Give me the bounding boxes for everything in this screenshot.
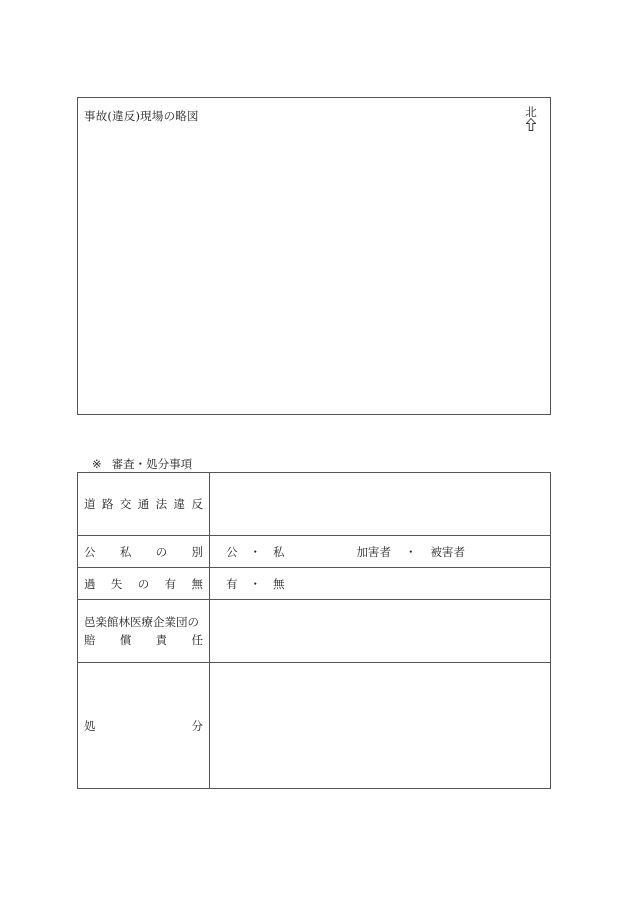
label-char: 別 xyxy=(191,544,203,559)
label-char: 分 xyxy=(191,718,203,733)
label-char: 償 xyxy=(119,633,132,647)
label-char: 処 xyxy=(84,718,96,733)
label-char: 過 xyxy=(84,576,96,591)
north-indicator xyxy=(525,106,537,131)
option-no[interactable]: 無 xyxy=(273,576,285,591)
label-char: 失 xyxy=(110,576,123,591)
label-traffic-law xyxy=(78,473,210,536)
north-label: 北 xyxy=(525,105,537,119)
table-row-liability xyxy=(78,600,551,663)
value-fault xyxy=(210,568,551,600)
label-char: 反 xyxy=(191,497,203,511)
value-disposition[interactable] xyxy=(210,663,551,789)
value-traffic-law[interactable] xyxy=(210,473,551,536)
label-disposition xyxy=(78,663,210,789)
label-char: の xyxy=(155,544,168,559)
north-arrow-icon xyxy=(526,118,536,131)
table-row-fault xyxy=(78,568,551,600)
value-liability[interactable] xyxy=(210,600,551,663)
label-char: 交 xyxy=(119,497,132,511)
value-public-private xyxy=(210,536,551,568)
table-row-traffic-law xyxy=(78,473,551,536)
label-fault xyxy=(78,568,210,600)
liability-line1: 邑楽館林医療企業団の xyxy=(84,615,199,629)
table-row-disposition xyxy=(78,663,551,789)
option-victim[interactable]: 被害者 xyxy=(430,544,465,559)
label-char: の xyxy=(137,576,150,591)
option-perpetrator[interactable]: 加害者 xyxy=(356,544,391,559)
option-yes[interactable]: 有 xyxy=(226,576,238,591)
label-char: 任 xyxy=(191,633,203,647)
option-public[interactable]: 公 xyxy=(226,544,238,559)
label-char: 賠 xyxy=(84,633,96,647)
label-char: 公 xyxy=(84,544,96,559)
separator: ・ xyxy=(405,544,417,559)
review-table xyxy=(77,472,551,789)
label-char: 責 xyxy=(155,633,168,647)
table-row-public-private xyxy=(78,536,551,568)
label-char: 私 xyxy=(119,544,132,559)
label-char: 道 xyxy=(84,497,96,511)
label-char: 法 xyxy=(155,497,168,511)
accident-sketch-area[interactable] xyxy=(77,97,551,415)
review-section-heading xyxy=(92,456,192,472)
label-char: 路 xyxy=(101,497,114,511)
sketch-title: 事故(違反)現場の略図 xyxy=(84,109,199,123)
option-private[interactable]: 私 xyxy=(273,544,285,559)
label-public-private xyxy=(78,536,210,568)
separator: ・ xyxy=(249,544,261,559)
label-char: 有 xyxy=(164,576,177,591)
label-liability xyxy=(78,600,210,663)
label-char: 通 xyxy=(137,497,150,511)
label-char: 無 xyxy=(191,576,203,591)
separator: ・ xyxy=(249,576,261,591)
label-char: 違 xyxy=(173,497,186,511)
reference-mark: ※ xyxy=(92,457,102,471)
review-heading-text: 審査・処分事項 xyxy=(111,457,193,471)
